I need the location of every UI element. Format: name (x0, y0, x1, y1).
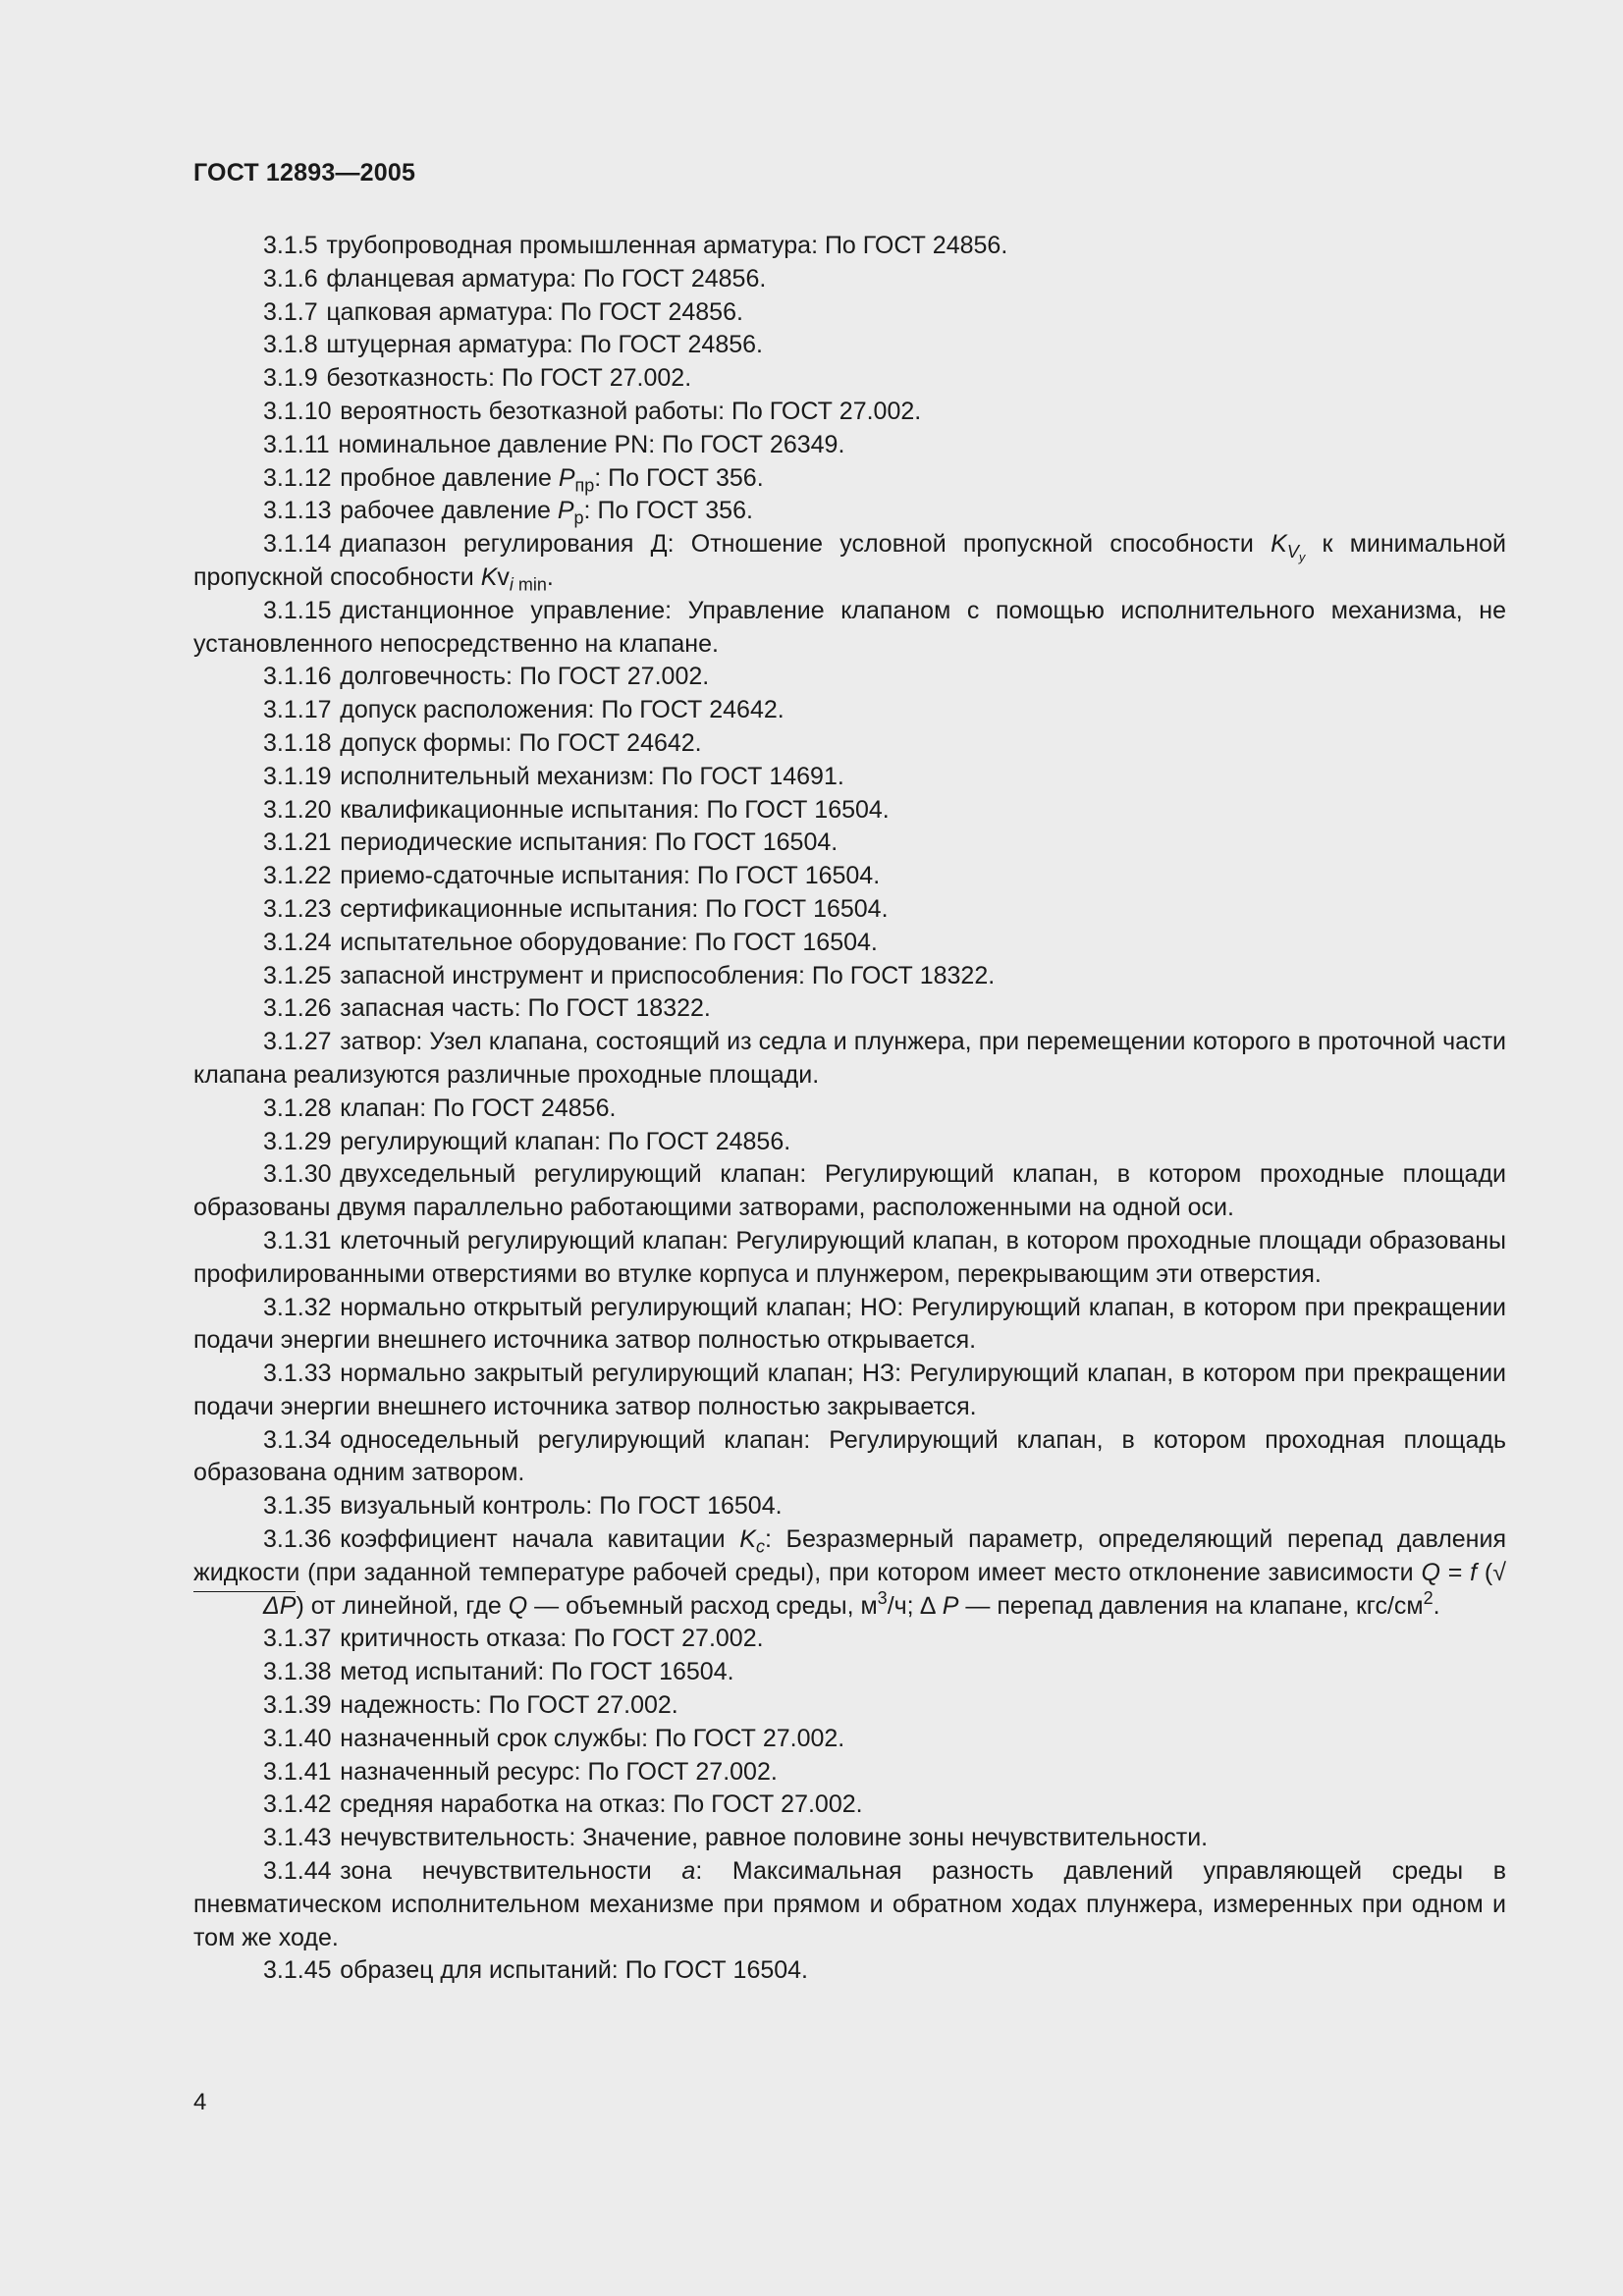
equals-sign: = (1439, 1558, 1471, 1586)
term-number: 3.1.10 (263, 397, 332, 425)
term-text: средняя наработка на отказ: По ГОСТ 27.002. (340, 1790, 863, 1819)
term-3-1-29 (193, 1126, 1506, 1159)
term-text: запасная часть: По ГОСТ 18322. (340, 994, 711, 1023)
term-3-1-5 (193, 230, 1506, 263)
term-number: 3.1.19 (263, 762, 332, 790)
term-3-1-42 (193, 1789, 1506, 1822)
term-number: 3.1.18 (263, 728, 332, 757)
term-text: допуск формы: По ГОСТ 24642. (340, 728, 702, 757)
function-symbol: f (1470, 1558, 1478, 1586)
cube-superscript: 3 (877, 1587, 888, 1608)
term-text-tail: : По ГОСТ 356. (583, 497, 753, 525)
term-number: 3.1.35 (263, 1492, 332, 1521)
term-number: 3.1.28 (263, 1094, 332, 1122)
term-text: клеточный регулирующий клапан: Регулирующий клапан, в котором проходные площади образованы профилированными отверстиями во втулке корпуса и плунжером, перекрывающим эти отверстия. (193, 1226, 1506, 1288)
term-text: исполнительный механизм: По ГОСТ 14691. (340, 762, 844, 790)
term-number: 3.1.8 (263, 331, 318, 359)
term-text-mid3: — объемный расход среды, м (527, 1591, 878, 1620)
term-text: безотказность: По ГОСТ 27.002. (326, 364, 692, 393)
term-number: 3.1.40 (263, 1724, 332, 1752)
term-number: 3.1.44 (263, 1857, 332, 1886)
term-text: назначенный ресурс: По ГОСТ 27.002. (340, 1757, 778, 1786)
term-3-1-9 (193, 362, 1506, 396)
term-text: клапан: По ГОСТ 24856. (340, 1094, 617, 1122)
term-text: трубопроводная промышленная арматура: По ГОСТ 24856. (326, 232, 1008, 259)
term-number: 3.1.45 (263, 1956, 332, 1985)
term-3-1-28 (193, 1093, 1506, 1126)
page-number: 4 (193, 2089, 207, 2115)
deadband-symbol: a (681, 1857, 696, 1886)
kvmin-symbol: K (480, 562, 498, 591)
term-number: 3.1.5 (263, 232, 318, 259)
term-text: затвор: Узел клапана, состоящий из седла и плунжера, при перемещении которого в проточной части клапана реализуются различные проходные площади. (193, 1028, 1506, 1089)
term-text: цапковая арматура: По ГОСТ 24856. (326, 297, 743, 326)
pressure-symbol: P (557, 497, 574, 525)
term-number: 3.1.7 (263, 297, 318, 326)
term-3-1-20 (193, 794, 1506, 828)
term-3-1-36 (193, 1523, 1506, 1623)
term-text: коэффициент начала кавитации (340, 1525, 740, 1554)
term-text: штуцерная арматура: По ГОСТ 24856. (326, 331, 763, 359)
term-text: нормально открытый регулирующий клапан; НО: Регулирующий клапан, в котором при прекращении подачи энергии внешнего источника затвор полностью открывается. (193, 1293, 1506, 1355)
term-text: испытательное оборудование: По ГОСТ 16504. (340, 928, 878, 956)
term-text-mid4: /ч; ∆ (887, 1591, 943, 1620)
term-number: 3.1.14 (263, 530, 332, 559)
flow-symbol-2: Q (508, 1591, 528, 1620)
term-text-mid2: от линейной, где (303, 1591, 509, 1620)
term-3-1-39 (193, 1689, 1506, 1723)
term-text: надежность: По ГОСТ 27.002. (340, 1691, 678, 1720)
sqrt-radicand: ΔP (193, 1591, 296, 1619)
term-number: 3.1.30 (263, 1160, 332, 1189)
pressure-subscript: пр (574, 474, 595, 495)
term-3-1-6 (193, 263, 1506, 296)
term-number: 3.1.25 (263, 961, 332, 989)
paren-open: ( (1477, 1558, 1493, 1586)
term-3-1-16 (193, 661, 1506, 694)
term-text: регулирующий клапан: По ГОСТ 24856. (340, 1127, 791, 1155)
term-text: образец для испытаний: По ГОСТ 16504. (340, 1956, 808, 1985)
kc-subscript: c (755, 1536, 765, 1557)
term-number: 3.1.11 (263, 430, 330, 458)
term-3-1-33 (193, 1358, 1506, 1424)
term-text-mid: : Безразмерный параметр, определяющий перепад давления жидкости (при заданной температуре рабочей среды), при котором имеет место отклонение зависимости (193, 1525, 1506, 1586)
kvy-symbol: K (1271, 530, 1287, 559)
term-text: нечувствительность: Значение, равное половине зоны нечувствительности. (340, 1824, 1209, 1852)
term-number: 3.1.34 (263, 1425, 332, 1454)
term-text: квалификационные испытания: По ГОСТ 16504. (340, 795, 890, 824)
term-3-1-19 (193, 761, 1506, 794)
term-3-1-32 (193, 1292, 1506, 1359)
term-3-1-7 (193, 296, 1506, 330)
kvy-subsubscript: y (1298, 549, 1306, 564)
term-number: 3.1.12 (263, 463, 332, 492)
term-text: вероятность безотказной работы: По ГОСТ 27.002. (340, 397, 922, 425)
term-number: 3.1.36 (263, 1525, 332, 1554)
term-number: 3.1.22 (263, 862, 332, 890)
term-text: нормально закрытый регулирующий клапан; НЗ: Регулирующий клапан, в котором при прекращении подачи энергии внешнего источника затвор полностью закрывается. (193, 1360, 1506, 1420)
document-header: ГОСТ 12893—2005 (193, 159, 416, 187)
term-number: 3.1.29 (263, 1127, 332, 1155)
term-text: критичность отказа: По ГОСТ 27.002. (340, 1625, 764, 1653)
term-3-1-14 (193, 528, 1506, 595)
term-number: 3.1.6 (263, 264, 318, 293)
term-3-1-24 (193, 927, 1506, 960)
flow-symbol: Q (1421, 1558, 1440, 1586)
term-3-1-38 (193, 1656, 1506, 1689)
kvmin-subscript-min: min (513, 574, 547, 595)
kvmin-symbol-v: v (497, 562, 510, 591)
term-text-tail: . (546, 562, 554, 591)
term-number: 3.1.37 (263, 1625, 332, 1653)
term-3-1-26 (193, 992, 1506, 1026)
term-text: запасной инструмент и приспособления: По ГОСТ 18322. (340, 961, 996, 989)
term-number: 3.1.43 (263, 1824, 332, 1852)
term-3-1-27 (193, 1026, 1506, 1093)
term-number: 3.1.31 (263, 1226, 332, 1255)
pressure-symbol: P (942, 1591, 959, 1620)
term-3-1-23 (193, 893, 1506, 927)
pressure-symbol: P (558, 463, 575, 492)
square-superscript: 2 (1423, 1587, 1434, 1608)
term-text: двухседельный регулирующий клапан: Регулирующий клапан, в котором проходные площади образованы двумя параллельно работающими затворами, расположенными на одной оси. (193, 1160, 1506, 1222)
term-3-1-11 (193, 429, 1506, 462)
term-3-1-44 (193, 1855, 1506, 1954)
term-3-1-30 (193, 1158, 1506, 1225)
term-number: 3.1.38 (263, 1658, 332, 1686)
kc-symbol: K (739, 1525, 756, 1554)
term-text: метод испытаний: По ГОСТ 16504. (340, 1658, 734, 1686)
term-text: фланцевая арматура: По ГОСТ 24856. (326, 264, 767, 293)
term-3-1-31 (193, 1225, 1506, 1292)
term-3-1-21 (193, 827, 1506, 860)
term-number: 3.1.32 (263, 1293, 332, 1321)
term-number: 3.1.42 (263, 1790, 332, 1819)
term-3-1-17 (193, 694, 1506, 727)
term-number: 3.1.17 (263, 696, 332, 724)
term-3-1-25 (193, 960, 1506, 993)
term-text: приемо-сдаточные испытания: По ГОСТ 16504. (340, 862, 881, 890)
term-text: номинальное давление PN: По ГОСТ 26349. (338, 430, 845, 458)
term-number: 3.1.27 (263, 1028, 332, 1056)
term-text-tail: : По ГОСТ 356. (594, 463, 764, 492)
term-3-1-45 (193, 1954, 1506, 1988)
term-3-1-15 (193, 595, 1506, 662)
term-text: периодические испытания: По ГОСТ 16504. (340, 828, 839, 857)
term-text: сертификационные испытания: По ГОСТ 16504. (340, 894, 889, 923)
term-3-1-37 (193, 1623, 1506, 1656)
kvy-subscript: V (1286, 541, 1299, 561)
term-text: назначенный срок службы: По ГОСТ 27.002. (340, 1724, 845, 1752)
term-text-tail: . (1433, 1591, 1440, 1620)
term-number: 3.1.16 (263, 663, 332, 691)
term-number: 3.1.15 (263, 596, 332, 624)
term-number: 3.1.9 (263, 364, 318, 393)
term-3-1-34 (193, 1424, 1506, 1491)
term-number: 3.1.26 (263, 994, 332, 1023)
term-number: 3.1.39 (263, 1691, 332, 1720)
term-3-1-10 (193, 396, 1506, 429)
term-text-mid: к минимальной пропускной способности (193, 530, 1506, 591)
term-3-1-35 (193, 1490, 1506, 1523)
pressure-subscript: р (573, 507, 584, 528)
term-text: долговечность: По ГОСТ 27.002. (340, 663, 710, 691)
term-text-tail: : Максимальная разность давлений управляющей среды в пневматическом исполнительном механизме при прямом и обратном ходах плунжера, измеренных при одном и том же ходе. (193, 1857, 1506, 1951)
terms-list (193, 230, 1506, 1988)
term-text-mid5: — перепад давления на клапане, кгс/см (958, 1591, 1424, 1620)
term-3-1-22 (193, 860, 1506, 893)
sqrt-radical: √ (1492, 1558, 1506, 1586)
term-3-1-13 (193, 495, 1506, 528)
term-text: односедельный регулирующий клапан: Регулирующий клапан, в котором проходная площадь образована одним затвором. (193, 1425, 1506, 1487)
term-text: дистанционное управление: Управление клапаном с помощью исполнительного механизма, не установленного непосредственно на клапане. (193, 596, 1506, 658)
kvmin-subscript-i: i (509, 574, 514, 595)
term-number: 3.1.33 (263, 1360, 332, 1388)
term-3-1-8 (193, 329, 1506, 362)
term-number: 3.1.13 (263, 497, 332, 525)
term-text: пробное давление (340, 463, 559, 492)
term-text: рабочее давление (340, 497, 558, 525)
term-number: 3.1.20 (263, 795, 332, 824)
term-3-1-18 (193, 727, 1506, 761)
term-3-1-41 (193, 1756, 1506, 1789)
paren-close: ) (296, 1591, 304, 1620)
term-number: 3.1.24 (263, 928, 332, 956)
term-text: визуальный контроль: По ГОСТ 16504. (340, 1492, 783, 1521)
term-text: допуск расположения: По ГОСТ 24642. (340, 696, 784, 724)
term-3-1-43 (193, 1822, 1506, 1855)
term-number: 3.1.23 (263, 894, 332, 923)
term-text: зона нечувствительности (340, 1857, 682, 1886)
term-3-1-40 (193, 1723, 1506, 1756)
term-text: диапазон регулирования Д: Отношение условной пропускной способности (340, 530, 1271, 559)
term-number: 3.1.41 (263, 1757, 332, 1786)
term-number: 3.1.21 (263, 828, 332, 857)
term-3-1-12 (193, 462, 1506, 496)
